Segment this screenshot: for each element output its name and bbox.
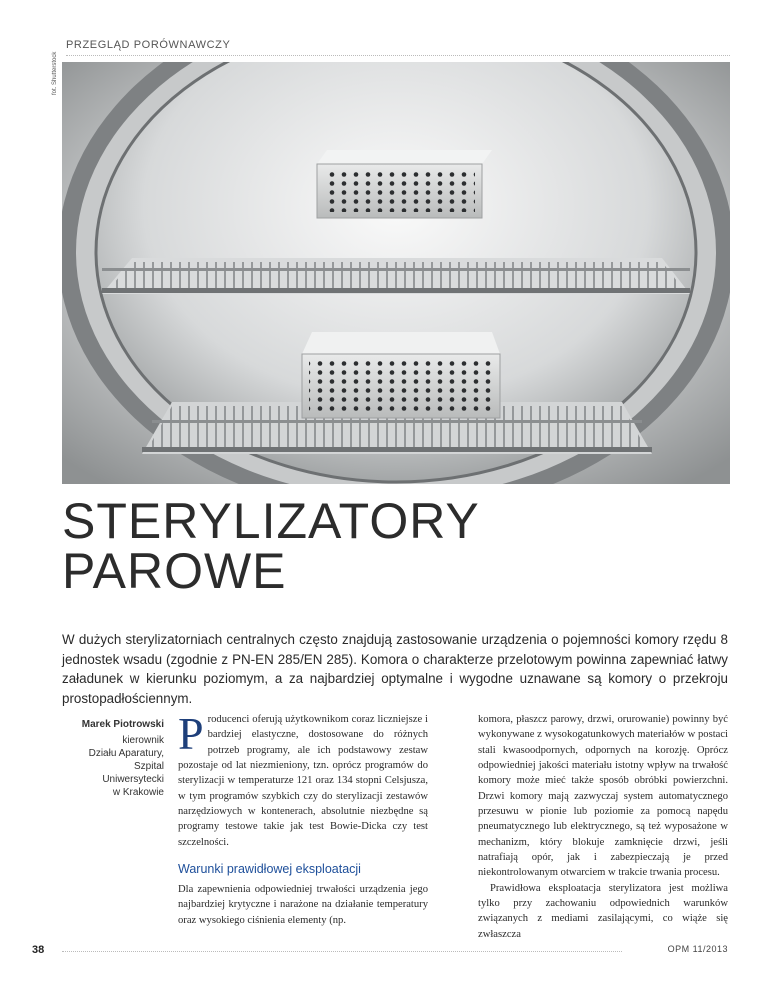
drop-cap: P bbox=[178, 708, 204, 759]
article-title-line2: PAROWE bbox=[62, 543, 287, 599]
journal-reference: OPM 11/2013 bbox=[667, 944, 728, 954]
body-paragraph: komora, płaszcz parowy, drzwi, orurowanie) powinny być wykonywane z wysokogatunkowych materiałów w postaci stali kwasoodpornych, odpornych na korozję. Oprócz odpowiedniej jakości materiału istotny wpływ na trwałość komory może mieć także sposób obróbki powierzchni. Drzwi komory mają zazwyczaj system automatycznego przesuwu w pionie lub poziomie za pomocą napędu pneumatycznego lub elektrycznego, są też wyposażone w mechanizm, który blokuje zamknięcie drzwi, jeśli natrafiają opór, jak i zabezpieczają je przed niekontrolowanym otwarciem w trakcie trwania procesu. bbox=[478, 714, 728, 879]
article-title bbox=[62, 493, 702, 599]
author-block bbox=[62, 718, 164, 799]
section-subheading: Warunki prawidłowej eksploatacji bbox=[178, 862, 361, 877]
author-name: Marek Piotrowski bbox=[81, 719, 164, 730]
hero-image-sterilizer-chamber bbox=[62, 62, 730, 484]
header-divider bbox=[66, 55, 730, 56]
body-paragraph: Dla zapewnienia odpowiedniej trwałości urządzenia jego najbardziej krytyczne i narażone na działanie temperatury oraz wysokiego ciśnienia elementy (np. bbox=[178, 884, 428, 926]
body-paragraph bbox=[178, 708, 428, 850]
page-number: 38 bbox=[32, 944, 45, 956]
author-role-line: Działu Aparatury, bbox=[88, 748, 164, 759]
author-role-line: Szpital bbox=[133, 761, 164, 772]
body-paragraph: Prawidłowa eksploatacja sterylizatora jest możliwa tylko przy zachowaniu odpowiednich warunków związanych z mediami zasilającymi, co wiąże się zwłaszcza bbox=[478, 882, 728, 940]
body-text: roducenci oferują użytkownikom coraz liczniejsze i bardziej elastyczne, dostosowane do różnych potrzeb programy, ale ich podstawowy zestaw pozostaje od lat niezmieniony, tzn. oprócz programów do sterylizacji w temperaturze 121 oraz 134 stopni Celsjusza, w tym programów szybkich czy do sterylizacji zestawów narzędziowych w kontenerach, absolutnie niezbędne są programy testowe takie jak test Bowie-Dicka czy test szczelności. bbox=[178, 714, 428, 848]
article-title-line1: STERYLIZATORY bbox=[62, 493, 480, 549]
sterilizer-chamber-illustration bbox=[62, 62, 730, 484]
author-role-line: kierownik bbox=[122, 735, 164, 746]
section-label: PRZEGLĄD PORÓWNAWCZY bbox=[66, 39, 231, 51]
article-column-1 bbox=[178, 708, 428, 928]
footer-divider bbox=[62, 951, 622, 952]
author-role-line: Uniwersytecki bbox=[102, 774, 164, 785]
photo-credit: fot. Shutterstock bbox=[52, 51, 58, 95]
article-column-2 bbox=[478, 712, 728, 942]
article-lead: W dużych sterylizatorniach centralnych często znajdują zastosowanie urządzenia o pojemności komory rzędu 8 jednostek wsadu (zgodnie z PN-EN 285/EN 285). Komora o charakterze przelotowym powinna zapewniać łatwy załadunek w kierunku poziomym, a za najbardziej optymalne i wygodne uznawane są komory o przekroju prostopadłościennym. bbox=[62, 632, 728, 706]
author-role-line: w Krakowie bbox=[112, 787, 164, 798]
